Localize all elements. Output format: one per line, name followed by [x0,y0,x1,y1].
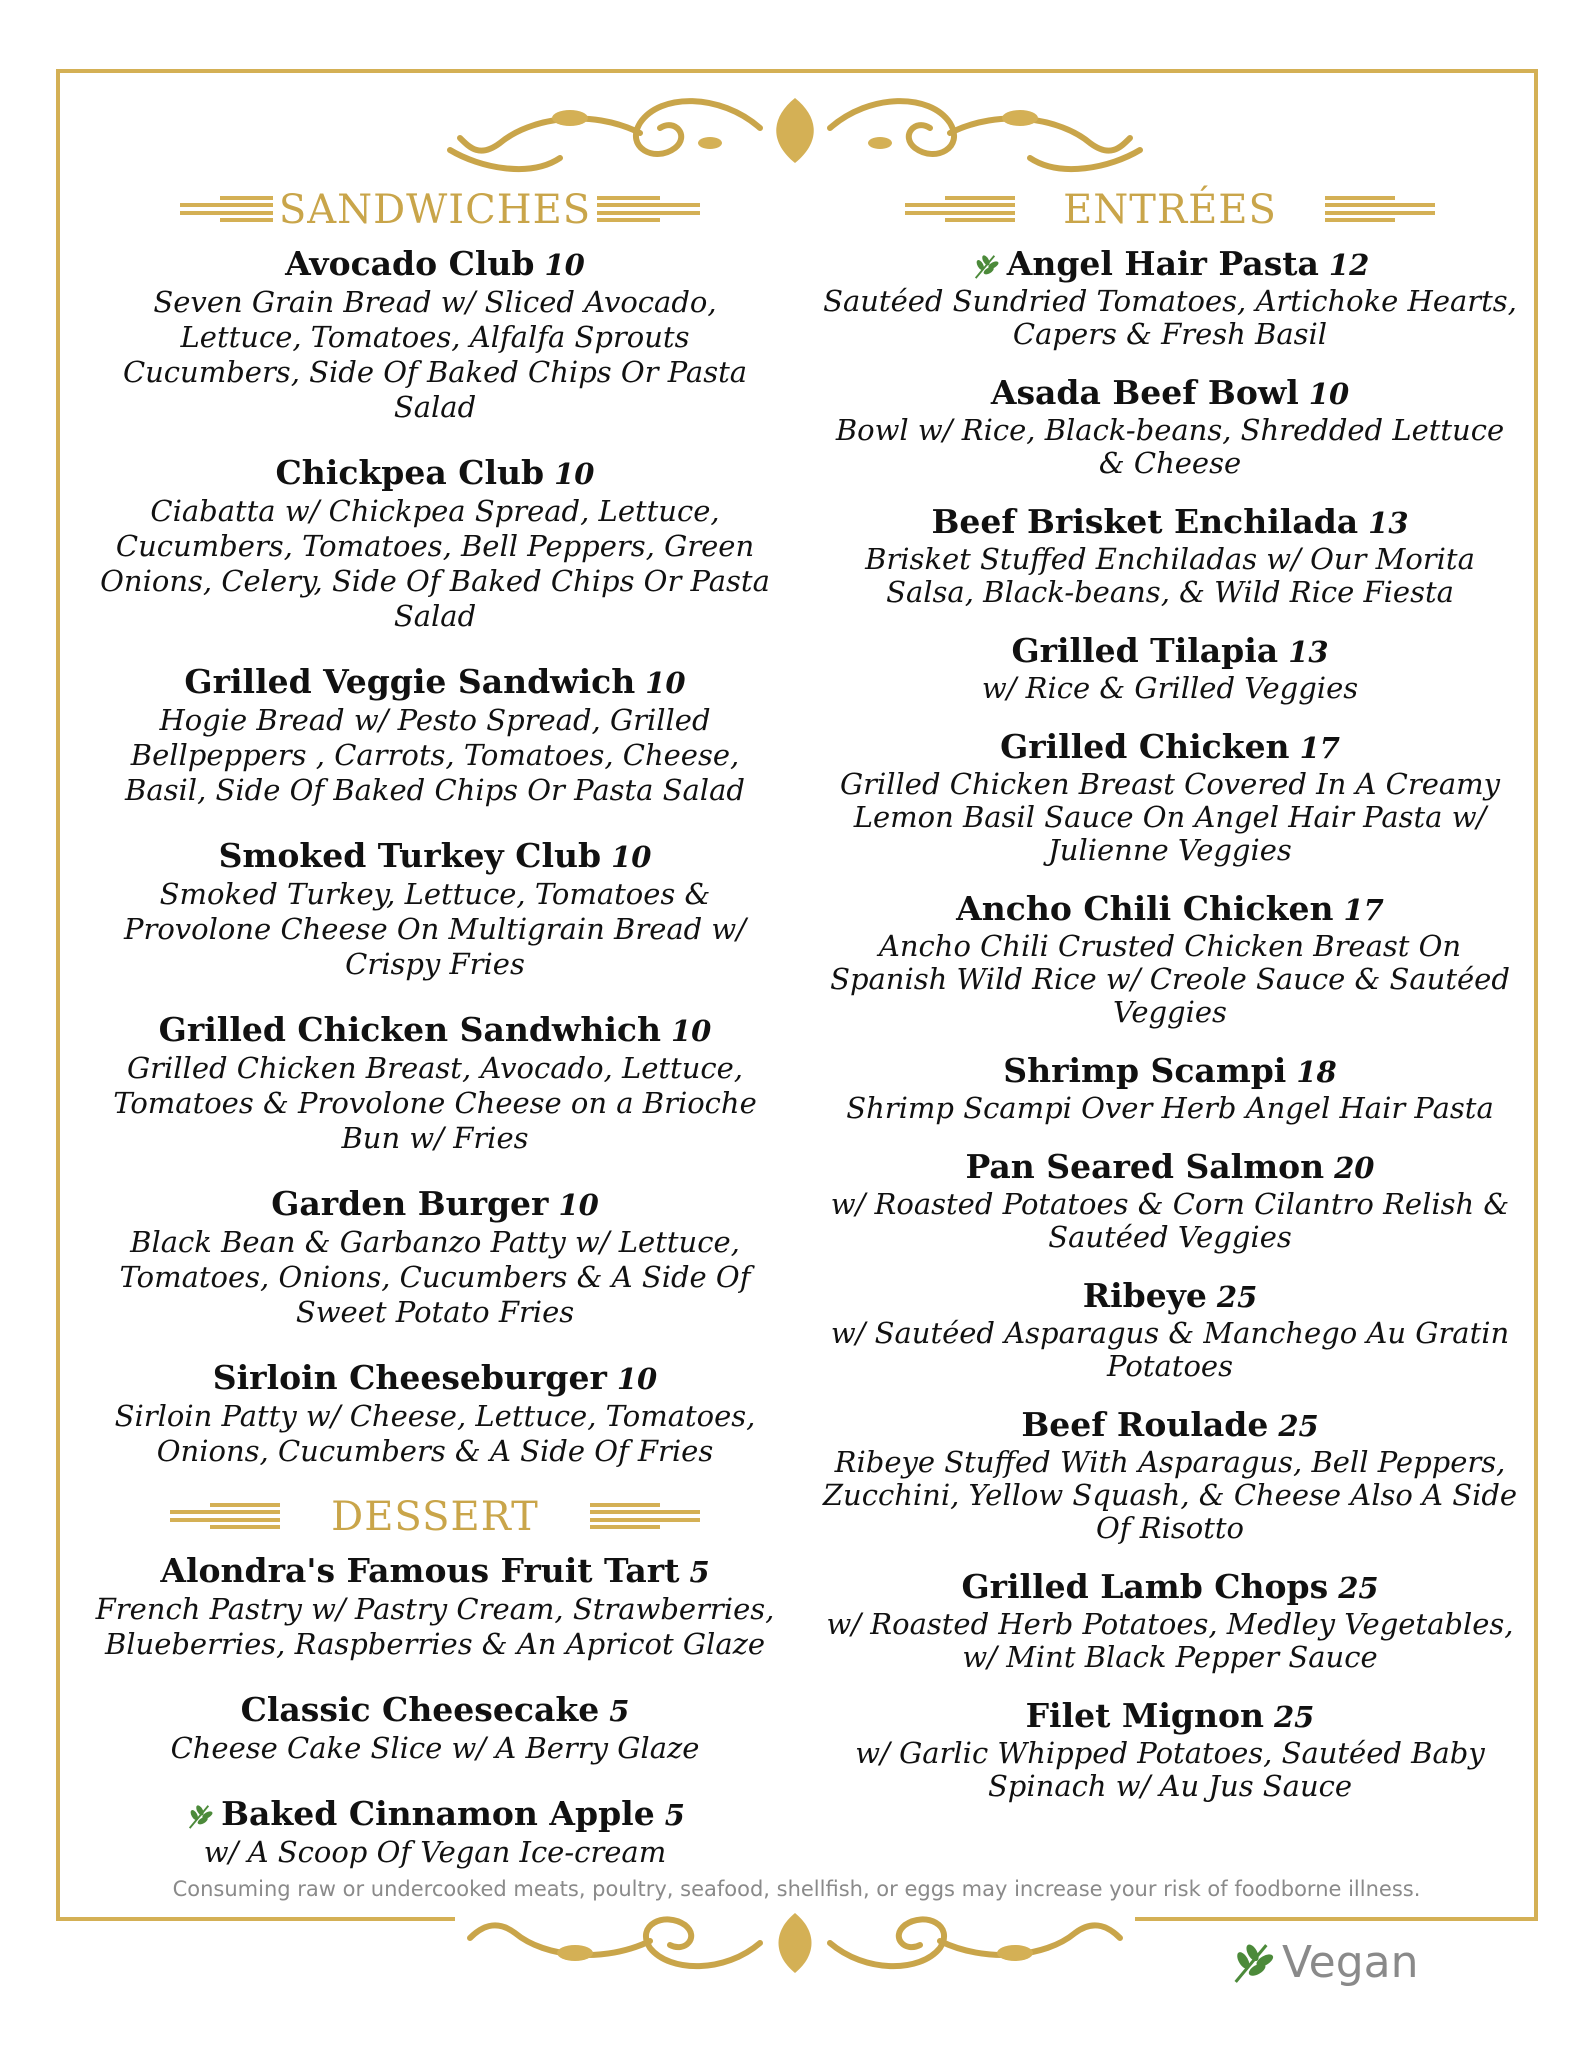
menu-item [820,1051,1520,1125]
vegan-legend [1228,1934,1419,1990]
item-description: Ribeye Stuffed With Asparagus, Bell Peppers, Zucchini, Yellow Squash, & Cheese Also A Side Of Risotto [822,1445,1518,1545]
item-description: w/ Rice & Grilled Veggies [981,671,1359,705]
header-bars-right [1325,194,1435,224]
right-column [820,180,1520,1825]
item-name: Grilled Chicken [1000,727,1290,766]
header-bars-left [170,1501,280,1531]
menu-item [90,1184,780,1330]
item-description: w/ Roasted Herb Potatoes, Medley Vegetables, w/ Mint Black Pepper Sauce [826,1607,1514,1674]
menu-item [90,662,780,808]
item-description: Bowl w/ Rice, Black-beans, Shredded Lettuce & Cheese [835,413,1505,480]
menu-item [820,1696,1520,1803]
menu-item [820,502,1520,609]
item-description: Smoked Turkey, Lettuce, Tomatoes & Provolone Cheese On Multigrain Bread w/ Crispy Fries [123,877,747,981]
menu-item [820,244,1520,351]
menu-item [90,1010,780,1156]
item-price: 10 [1308,377,1350,411]
item-name: Alondra's Famous Fruit Tart [160,1551,680,1590]
header-bars-right [590,194,700,224]
item-description: Grilled Chicken Breast, Avocado, Lettuce, Tomatoes & Provolone Cheese on a Brioche Bun w/ Fries [113,1051,757,1155]
item-price: 10 [558,1188,599,1222]
section-title-dessert: DESSERT [325,1494,545,1540]
item-price: 10 [645,666,686,700]
item-description: Sirloin Patty w/ Cheese, Lettuce, Tomatoes, Onions, Cucumbers & A Side Of Fries [114,1399,756,1468]
item-name: Grilled Tilapia [1011,631,1279,670]
vegan-leaf-icon [1228,1939,1274,1985]
menu-item [820,889,1520,1029]
item-description: Hogie Bread w/ Pesto Spread, Grilled Bellpeppers , Carrots, Tomatoes, Cheese, Basil, Side Of Baked Chips Or Pasta Salad [125,703,745,807]
item-name: Baked Cinnamon Apple [221,1794,655,1833]
menu-item [820,1405,1520,1545]
menu-item [90,244,780,425]
item-name: Garden Burger [271,1184,549,1223]
item-description: w/ A Scoop Of Vegan Ice-cream [203,1835,667,1869]
bottom-ornament [455,1903,1135,1983]
item-description: w/ Roasted Potatoes & Corn Cilantro Relish & Sautéed Veggies [830,1187,1510,1254]
vegan-leaf-icon [971,252,999,280]
item-name: Sirloin Cheeseburger [212,1358,607,1397]
item-price: 17 [1343,893,1384,927]
menu-item [820,631,1520,705]
item-description: Shrimp Scampi Over Herb Angel Hair Pasta [846,1091,1494,1125]
item-price: 10 [554,457,595,491]
item-price: 10 [544,248,585,282]
item-price: 5 [689,1555,710,1589]
top-ornament [440,88,1150,178]
menu-item [90,1551,780,1662]
item-price: 25 [1216,1280,1258,1314]
vegan-legend-label: Vegan [1282,1936,1419,1988]
menu-item [90,453,780,634]
entrees-header [820,180,1520,240]
item-name: Filet Mignon [1025,1696,1264,1735]
item-price: 13 [1368,506,1409,540]
item-name: Beef Brisket Enchilada [931,502,1359,541]
vegan-leaf-icon [185,1802,213,1830]
menu-item [90,1690,780,1766]
item-name: Shrimp Scampi [1003,1051,1287,1090]
item-description: Sautéed Sundried Tomatoes, Artichoke Hearts, Capers & Fresh Basil [823,284,1517,351]
item-price: 13 [1288,635,1329,669]
item-name: Grilled Lamb Chops [961,1567,1329,1606]
item-description: Black Bean & Garbanzo Patty w/ Lettuce, Tomatoes, Onions, Cucumbers & A Side Of Sweet Potato Fries [119,1225,751,1329]
item-description: French Pastry w/ Pastry Cream, Strawberries, Blueberries, Raspberries & An Apricot Glaze [95,1592,775,1661]
item-name: Ancho Chili Chicken [956,889,1334,928]
item-description: Grilled Chicken Breast Covered In A Creamy Lemon Basil Sauce On Angel Hair Pasta w/ Julienne Veggies [839,767,1501,867]
item-name: Ribeye [1082,1276,1207,1315]
item-description: Ancho Chili Crusted Chicken Breast On Spanish Wild Rice w/ Creole Sauce & Sautéed Veggies [830,929,1510,1029]
menu-item [820,373,1520,480]
menu-item [820,1567,1520,1674]
item-price: 25 [1274,1700,1315,1734]
item-description: Brisket Stuffed Enchiladas w/ Our Morita Salsa, Black-beans, & Wild Rice Fiesta [865,542,1475,609]
item-price: 18 [1296,1055,1337,1089]
menu-item [820,1147,1520,1254]
item-name: Chickpea Club [275,453,545,492]
menu-item [820,727,1520,867]
item-description: Ciabatta w/ Chickpea Spread, Lettuce, Cucumbers, Tomatoes, Bell Peppers, Green Onions, Celery, Side Of Baked Chips Or Pasta Salad [100,494,770,633]
item-price: 25 [1278,1409,1319,1443]
item-name: Angel Hair Pasta [1006,244,1319,283]
item-price: 20 [1334,1151,1375,1185]
sandwiches-header [90,180,780,240]
item-description: Seven Grain Bread w/ Sliced Avocado, Lettuce, Tomatoes, Alfalfa Sprouts Cucumbers, Side Of Baked Chips Or Pasta Salad [122,285,748,424]
item-price: 25 [1338,1571,1379,1605]
item-price: 10 [616,1362,658,1396]
menu-item [90,1794,780,1870]
item-price: 12 [1328,248,1370,282]
dessert-header [90,1487,780,1547]
item-description: w/ Garlic Whipped Potatoes, Sautéed Baby Spinach w/ Au Jus Sauce [855,1736,1485,1803]
item-name: Grilled Chicken Sandwhich [158,1010,661,1049]
item-price: 10 [611,840,652,874]
left-column [90,180,780,1898]
menu-item [90,1358,780,1469]
item-name: Smoked Turkey Club [218,836,602,875]
item-price: 10 [670,1014,712,1048]
section-title-sandwiches: SANDWICHES [273,187,597,233]
item-description: Cheese Cake Slice w/ A Berry Glaze [170,1731,700,1765]
food-safety-disclaimer: Consuming raw or undercooked meats, poultry, seafood, shellfish, or eggs may increase your risk of foodborne illness. [172,1877,1421,1901]
item-name: Asada Beef Bowl [990,373,1299,412]
header-bars-left [905,194,1015,224]
item-name: Avocado Club [285,244,535,283]
item-name: Beef Roulade [1021,1405,1269,1444]
menu-item [820,1276,1520,1383]
item-name: Classic Cheesecake [240,1690,600,1729]
item-price: 5 [664,1798,685,1832]
item-name: Pan Seared Salmon [965,1147,1325,1186]
item-name: Grilled Veggie Sandwich [184,662,636,701]
section-title-entrees: ENTRÉES [1057,187,1283,233]
header-bars-right [590,1501,700,1531]
item-price: 5 [609,1694,630,1728]
menu-item [90,836,780,982]
item-price: 17 [1299,731,1340,765]
item-description: w/ Sautéed Asparagus & Manchego Au Gratin Potatoes [830,1316,1510,1383]
